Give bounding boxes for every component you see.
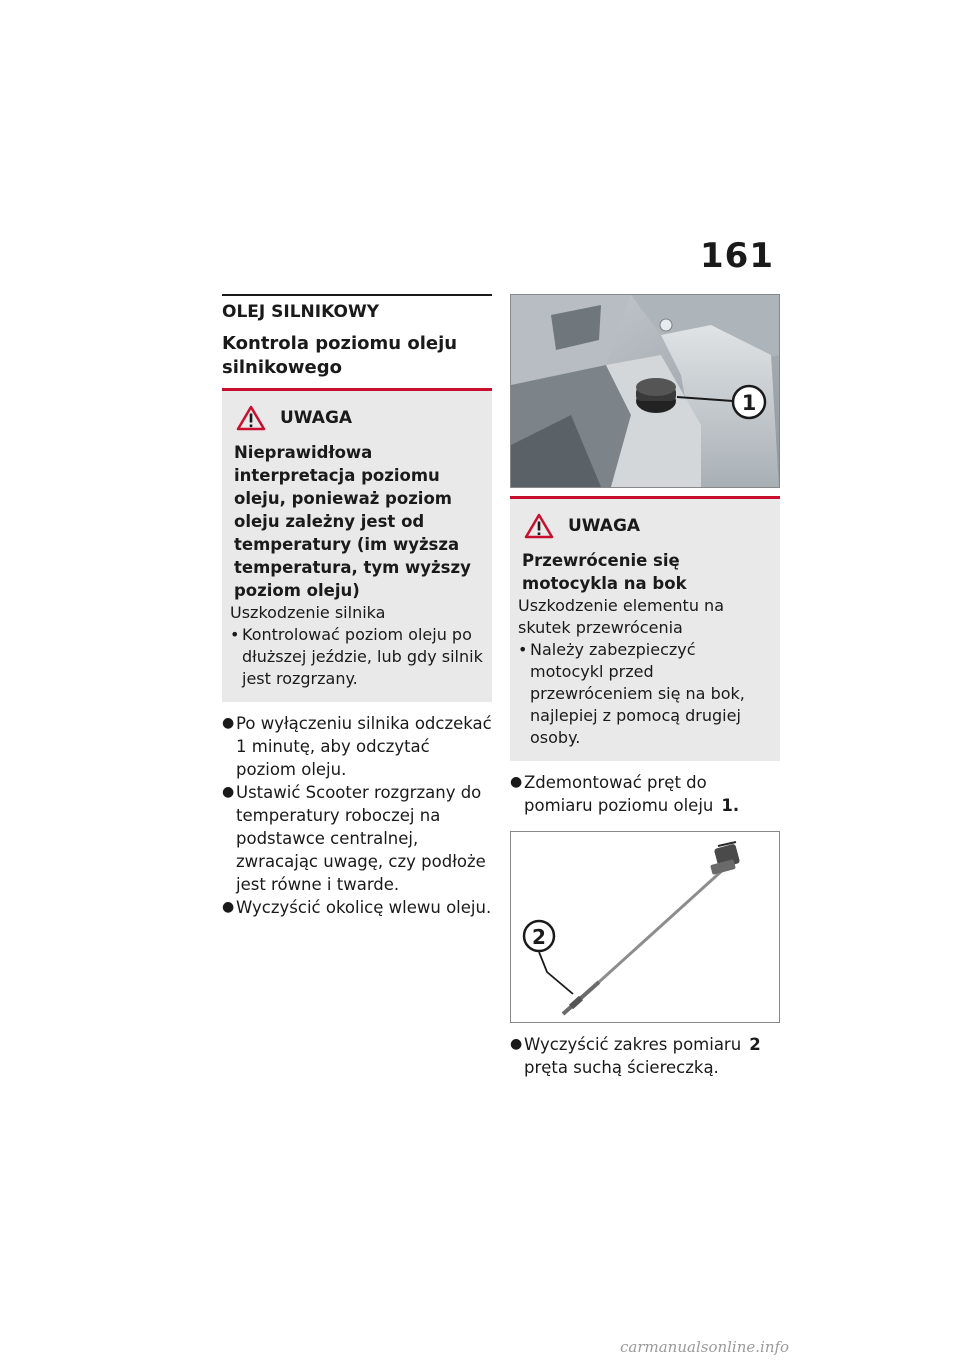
warning-label: UWAGA	[280, 408, 353, 428]
list-item	[222, 712, 492, 781]
warning-action-text: Kontrolować poziom oleju po dłuższej jeździe, lub gdy silnik jest rozgrzany.	[242, 625, 483, 688]
section-title: OLEJ SILNIKOWY	[222, 302, 380, 322]
bullet-marker: •	[230, 625, 240, 644]
figure1-callout: 1	[741, 391, 757, 415]
warning-header	[524, 513, 774, 539]
steps-list	[222, 712, 492, 919]
list-item	[510, 771, 780, 817]
bullet-marker: •	[518, 640, 528, 659]
figure-dipstick	[510, 831, 780, 1023]
left-column	[222, 294, 492, 919]
step-text: Po wyłączeniu silnika odczekać 1 minutę, aby odczytać poziom oleju.	[236, 714, 492, 779]
steps-list-remove	[510, 771, 780, 817]
list-item	[222, 781, 492, 896]
warning-triangle-icon	[524, 513, 554, 539]
step-text	[524, 1033, 761, 1079]
steps-list-clean	[510, 1033, 780, 1079]
warning-action	[518, 639, 774, 749]
warning-title: Nieprawidłowa interpretacja poziomu oleju, ponieważ poziom oleju zależny jest od temperatury (im wyższa temperatura, tym wyższy poziom oleju)	[234, 443, 471, 600]
figure-oil-cap	[510, 294, 780, 488]
bullet-marker: ●	[222, 899, 235, 915]
bullet-marker: ●	[222, 784, 235, 800]
section-subtitle: Kontrola poziomu oleju silnikowego	[222, 333, 458, 378]
warning-action	[230, 624, 486, 690]
warning-consequence: Uszkodzenie elementu na skutek przewrócenia	[518, 596, 724, 637]
warning-triangle-icon	[236, 405, 266, 431]
step-remove-text: Zdemontować pręt do pomiaru poziomu oleju	[524, 773, 714, 815]
right-column	[510, 294, 780, 1079]
step-clean-ref: 2	[749, 1035, 761, 1054]
bullet-marker: ●	[510, 1036, 523, 1052]
warning-box-engine	[222, 388, 492, 702]
warning-header	[236, 405, 486, 431]
step-remove-ref: 1.	[721, 796, 740, 815]
warning-label: UWAGA	[568, 516, 641, 536]
step-text: Ustawić Scooter rozgrzany do temperatury roboczej na podstawce centralnej, zwracając uwagę, czy podłoże jest równe i twarde.	[236, 783, 486, 894]
warning-action-text: Należy zabezpieczyć motocykl przed przewróceniem się na bok, najlepiej z pomocą drugiej osoby.	[530, 640, 745, 747]
list-item	[222, 896, 492, 919]
warning-title: Przewrócenie się motocykla na bok	[522, 551, 687, 593]
bullet-marker: ●	[222, 715, 235, 731]
bullet-marker: ●	[510, 774, 523, 790]
step-clean-text: Wyczyścić zakres pomiaru	[524, 1035, 742, 1054]
step-clean-text2: pręta suchą ściereczką.	[524, 1058, 719, 1077]
oil-filler-cap-illustration	[511, 295, 779, 487]
warning-box-tipover	[510, 496, 780, 761]
list-item	[510, 1033, 780, 1079]
step-text	[524, 771, 780, 817]
page-number: 161	[700, 236, 774, 276]
dipstick-illustration	[511, 832, 779, 1022]
watermark: carmanualsonline.info	[620, 1338, 790, 1356]
warning-consequence: Uszkodzenie silnika	[230, 603, 386, 622]
section-rule	[222, 294, 492, 296]
step-text: Wyczyścić okolicę wlewu oleju.	[236, 898, 492, 917]
figure2-callout: 2	[532, 925, 546, 949]
